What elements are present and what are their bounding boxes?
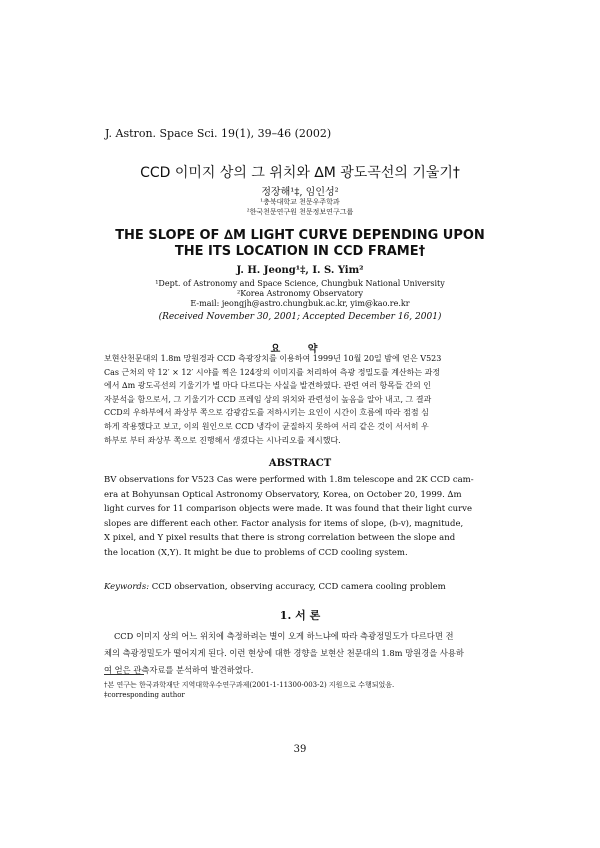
keywords: [104, 582, 446, 592]
korean-affiliation: ²한국천문연구원 천문정보연구그룹: [246, 208, 354, 216]
corresponding-author-footnote: ‡corresponding author: [104, 691, 185, 699]
abstract-line: 에서 ∆m 광도곡선의 기울기가 별 마다 다르다는 사실을 발견하였다. 관련 여러 항목들 간의 인: [104, 381, 431, 391]
author-email: E-mail: jeongjh@astro.chungbuk.ac.kr, yim@kao.re.kr: [190, 299, 410, 308]
abstract-line: 자분석을 함으로서, 그 기울기가 CCD 프레임 상의 위치와 관련성이 높음을 알아 내고, 그 결과: [104, 394, 432, 404]
body-line: 체의 측광정밀도가 떨어지게 된다. 이런 현상에 대한 경향을 보현산 천문대의 1.8m 망원경을 사용하: [104, 648, 464, 658]
abstract-line: light curves for 11 comparison objects were made. It was found that their light curve: [104, 504, 472, 515]
english-title-line: THE ITS LOCATION IN CCD FRAME†: [174, 244, 426, 259]
english-title: [0, 228, 600, 260]
footnote-rule: [104, 674, 144, 675]
korean-affiliation: ¹충북대학교 천문우주학과: [260, 198, 340, 206]
korean-abstract: [104, 352, 494, 447]
section-heading: 1. 서 론: [279, 609, 321, 622]
body-line: CCD 이미지 상의 어느 위치에 측정하려는 별이 오게 하느냐에 따라 측광정밀도가 다르다면 전: [113, 631, 454, 641]
keywords-label: Keywords:: [104, 582, 150, 592]
korean-title: CCD 이미지 상의 그 위치와 ∆M 광도곡선의 기울기†: [140, 165, 460, 181]
abstract-line: 하부로 부터 좌상부 쪽으로 진행해서 생겼다는 시나리오를 제시했다.: [104, 435, 341, 445]
abstract-line: slopes are different each other. Factor analysis for items of slope, (b-v), magnitude,: [104, 518, 464, 529]
english-affiliation: ¹Dept. of Astronomy and Space Science, Chungbuk National University: [155, 279, 445, 288]
abstract-line: BV observations for V523 Cas were performed with 1.8m telescope and 2K CCD cam-: [104, 475, 474, 485]
received-dates: (Received November 30, 2001; Accepted December 16, 2001): [158, 312, 442, 322]
keywords-text: CCD observation, observing accuracy, CCD camera cooling problem: [149, 582, 446, 592]
abstract-line: era at Bohyunsan Optical Astronomy Observatory, Korea, on October 20, 1999. ∆m: [104, 489, 462, 500]
page-number: 39: [293, 744, 307, 755]
abstract-line: the location (X,Y). It might be due to problems of CCD cooling system.: [104, 547, 408, 558]
abstract-line: X pixel, and Y pixel results that there is strong correlation between the slope and: [104, 533, 456, 544]
abstract-line: 하게 작용했다고 보고, 이의 원인으로 CCD 냉각이 균질하지 못하여 서리 같은 것이 서서히 우: [104, 421, 429, 431]
korean-abstract-heading: 요 약: [270, 344, 330, 355]
introduction-text: [104, 628, 494, 679]
abstract-line: CCD의 우하부에서 좌상부 쪽으로 감광감도를 저하시키는 요인이 시간이 흐름에 따라 점점 심: [104, 408, 429, 418]
journal-citation: J. Astron. Space Sci. 19(1), 39–46 (2002): [105, 127, 332, 140]
funding-footnote: †본 연구는 한국과학재단 지역대학우수연구과제(2001-1-11300-003-2) 지원으로 수행되었음.: [104, 681, 395, 689]
abstract-heading: ABSTRACT: [268, 458, 332, 469]
english-abstract: [104, 473, 494, 561]
korean-authors: 정장해¹‡, 임인성²: [261, 187, 339, 198]
abstract-line: Cas 근처의 약 12′ × 12′ 시야를 찍은 124장의 이미지를 처리하여 측광 정밀도를 계산하는 과정: [104, 367, 441, 377]
english-affiliation: ²Korea Astronomy Observatory: [236, 289, 364, 298]
body-line: 여 얻은 관측자료를 분석하여 발견하였다.: [104, 665, 254, 675]
abstract-line: 보현산천문대의 1.8m 망원경과 CCD 측광장치를 이용하여 1999년 10월 20일 밤에 얻은 V523: [104, 354, 442, 363]
english-authors: J. H. Jeong¹‡, I. S. Yim²: [236, 265, 364, 276]
english-title-line: THE SLOPE OF ∆M LIGHT CURVE DEPENDING UPON: [115, 228, 485, 243]
